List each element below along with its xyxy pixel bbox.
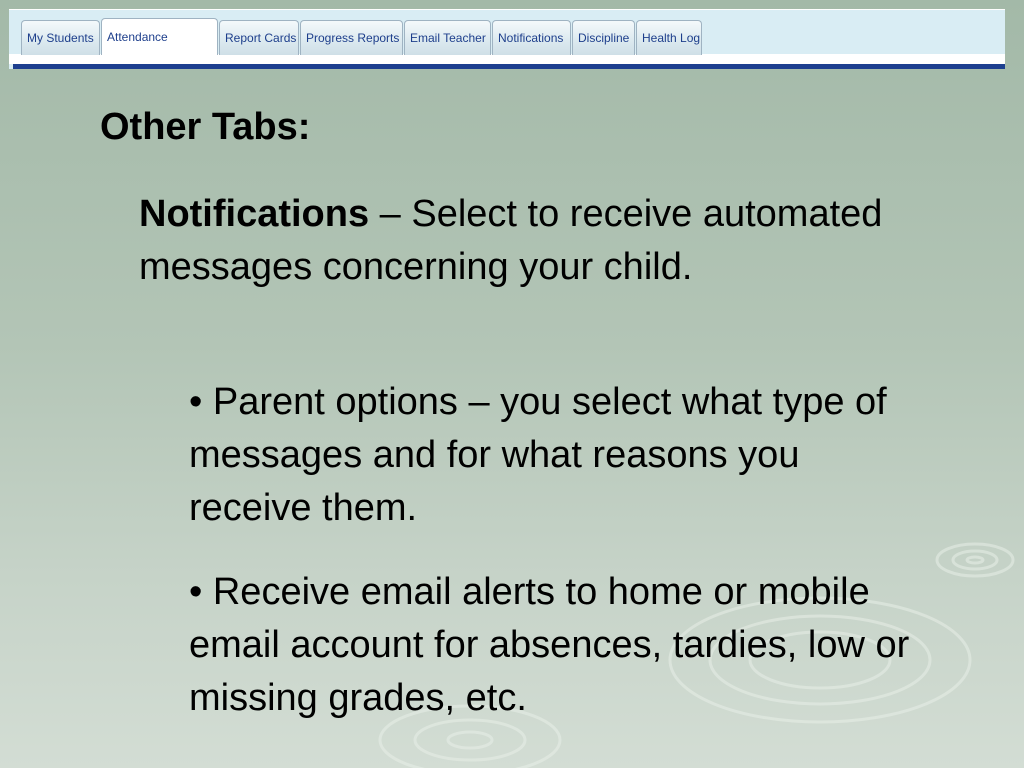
tab-attendance[interactable]: Attendance xyxy=(101,18,218,55)
tab-progress-reports[interactable]: Progress Reports xyxy=(300,20,403,55)
tab-discipline[interactable]: Discipline xyxy=(572,20,635,55)
tab-health-log[interactable]: Health Log xyxy=(636,20,702,55)
notifications-term: Notifications xyxy=(139,193,370,235)
tab-my-students[interactable]: My Students xyxy=(21,20,100,55)
tab-notifications[interactable]: Notifications xyxy=(492,20,571,55)
tab-email-teacher[interactable]: Email Teacher xyxy=(404,20,491,55)
bullet-parent-options: • Parent options – you select what type of messages and for what reasons you receive them. xyxy=(189,381,887,529)
tab-report-cards[interactable]: Report Cards xyxy=(219,20,299,55)
notifications-description xyxy=(139,188,929,294)
slide-heading: Other Tabs: xyxy=(100,106,311,148)
notifications-description-text: – Select to receive automated messages concerning your child. xyxy=(139,193,883,288)
bullet-email-alerts: • Receive email alerts to home or mobile email account for absences, tardies, low or missing grades, etc. xyxy=(189,571,910,719)
